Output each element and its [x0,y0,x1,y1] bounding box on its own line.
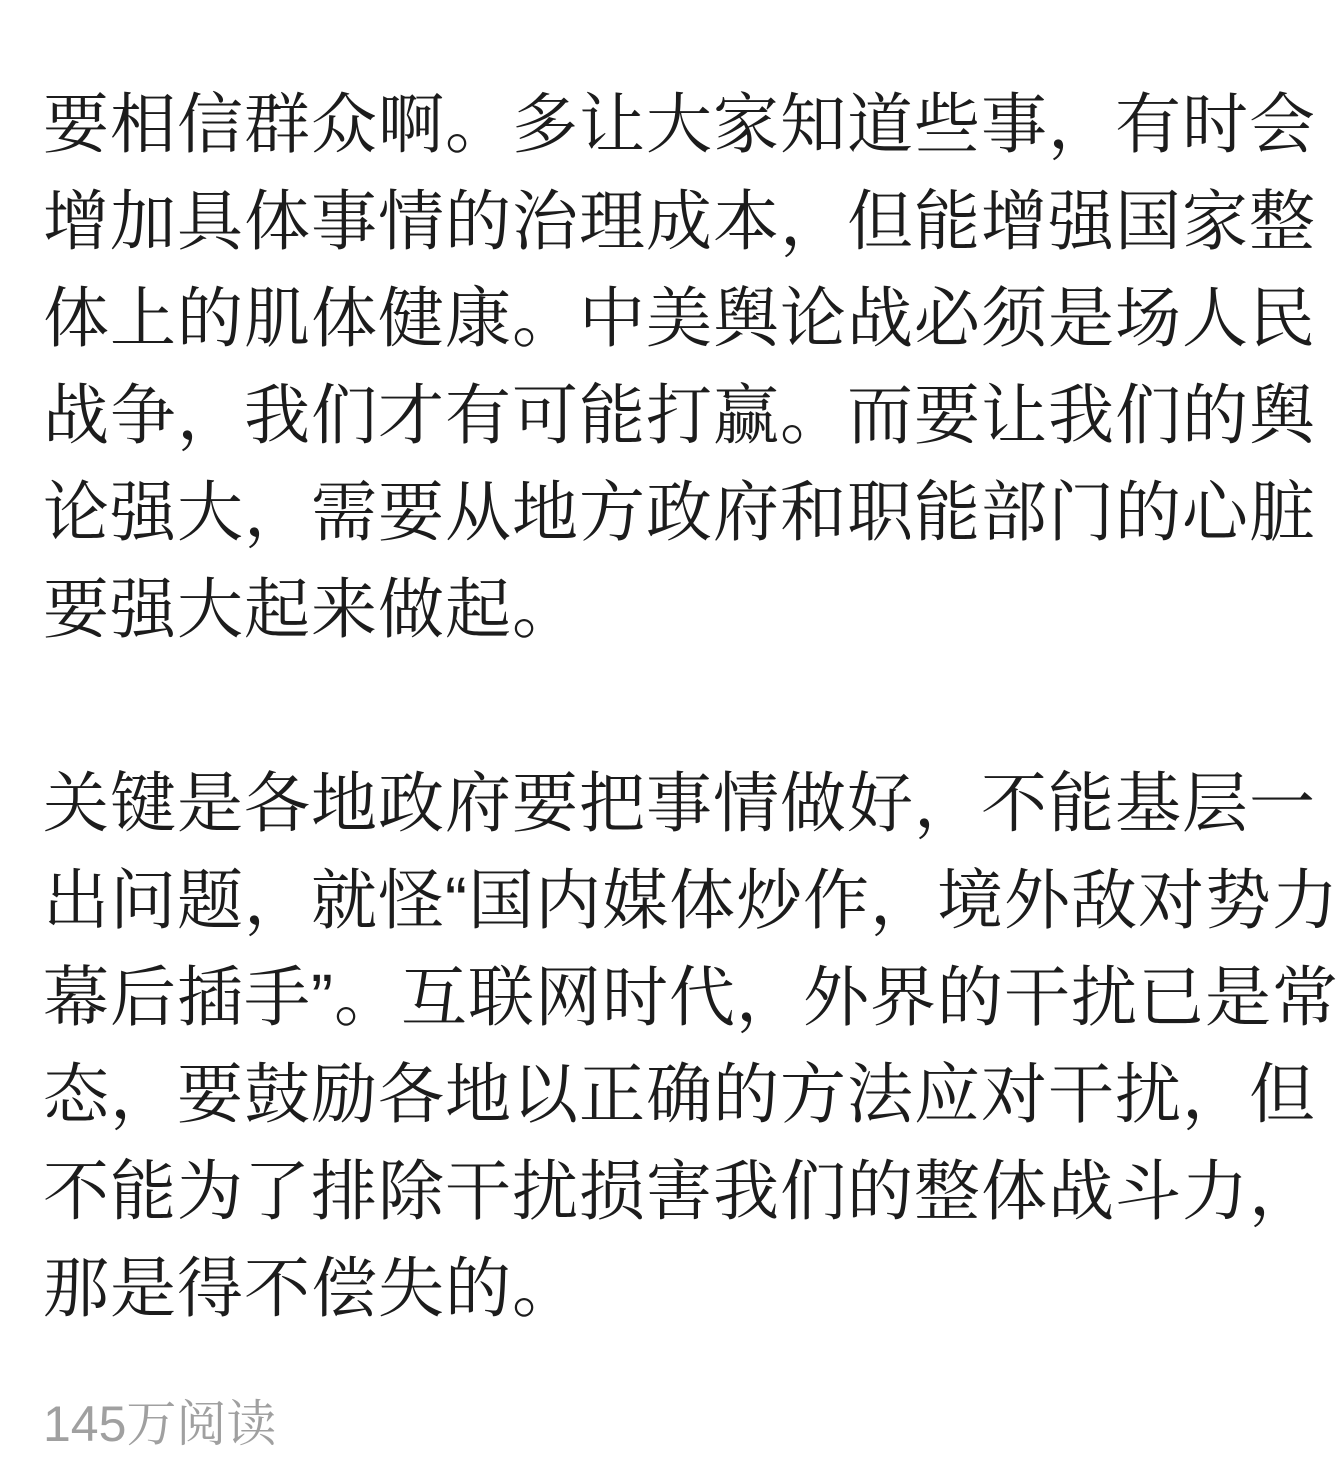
text-line: 要强大起来做起。 [43,572,579,646]
text-line: 要相信群众啊。多让大家知道些事，有时会 [43,87,1316,161]
text-line: 出问题，就怪“国内媒体炒作，境外敌对势力 [43,863,1339,937]
text-line: 战争，我们才有可能打赢。而要让我们的舆 [43,378,1316,452]
paragraph [43,76,1316,658]
paragraph [43,755,1339,1337]
text-line: 论强大，需要从地方政府和职能部门的心脏 [43,475,1316,549]
text-line: 幕后插手”。互联网时代，外界的干扰已是常 [43,960,1339,1034]
text-line: 不能为了排除干扰损害我们的整体战斗力， [43,1154,1316,1228]
text-line: 关键是各地政府要把事情做好，不能基层一 [43,766,1316,840]
text-line: 那是得不偿失的。 [43,1251,579,1325]
text-line: 态，要鼓励各地以正确的方法应对干扰，但 [43,1057,1316,1131]
text-line: 增加具体事情的治理成本，但能增强国家整 [43,184,1316,258]
text-line: 体上的肌体健康。中美舆论战必须是场人民 [43,281,1316,355]
read-count: 145万阅读 [43,1396,277,1452]
